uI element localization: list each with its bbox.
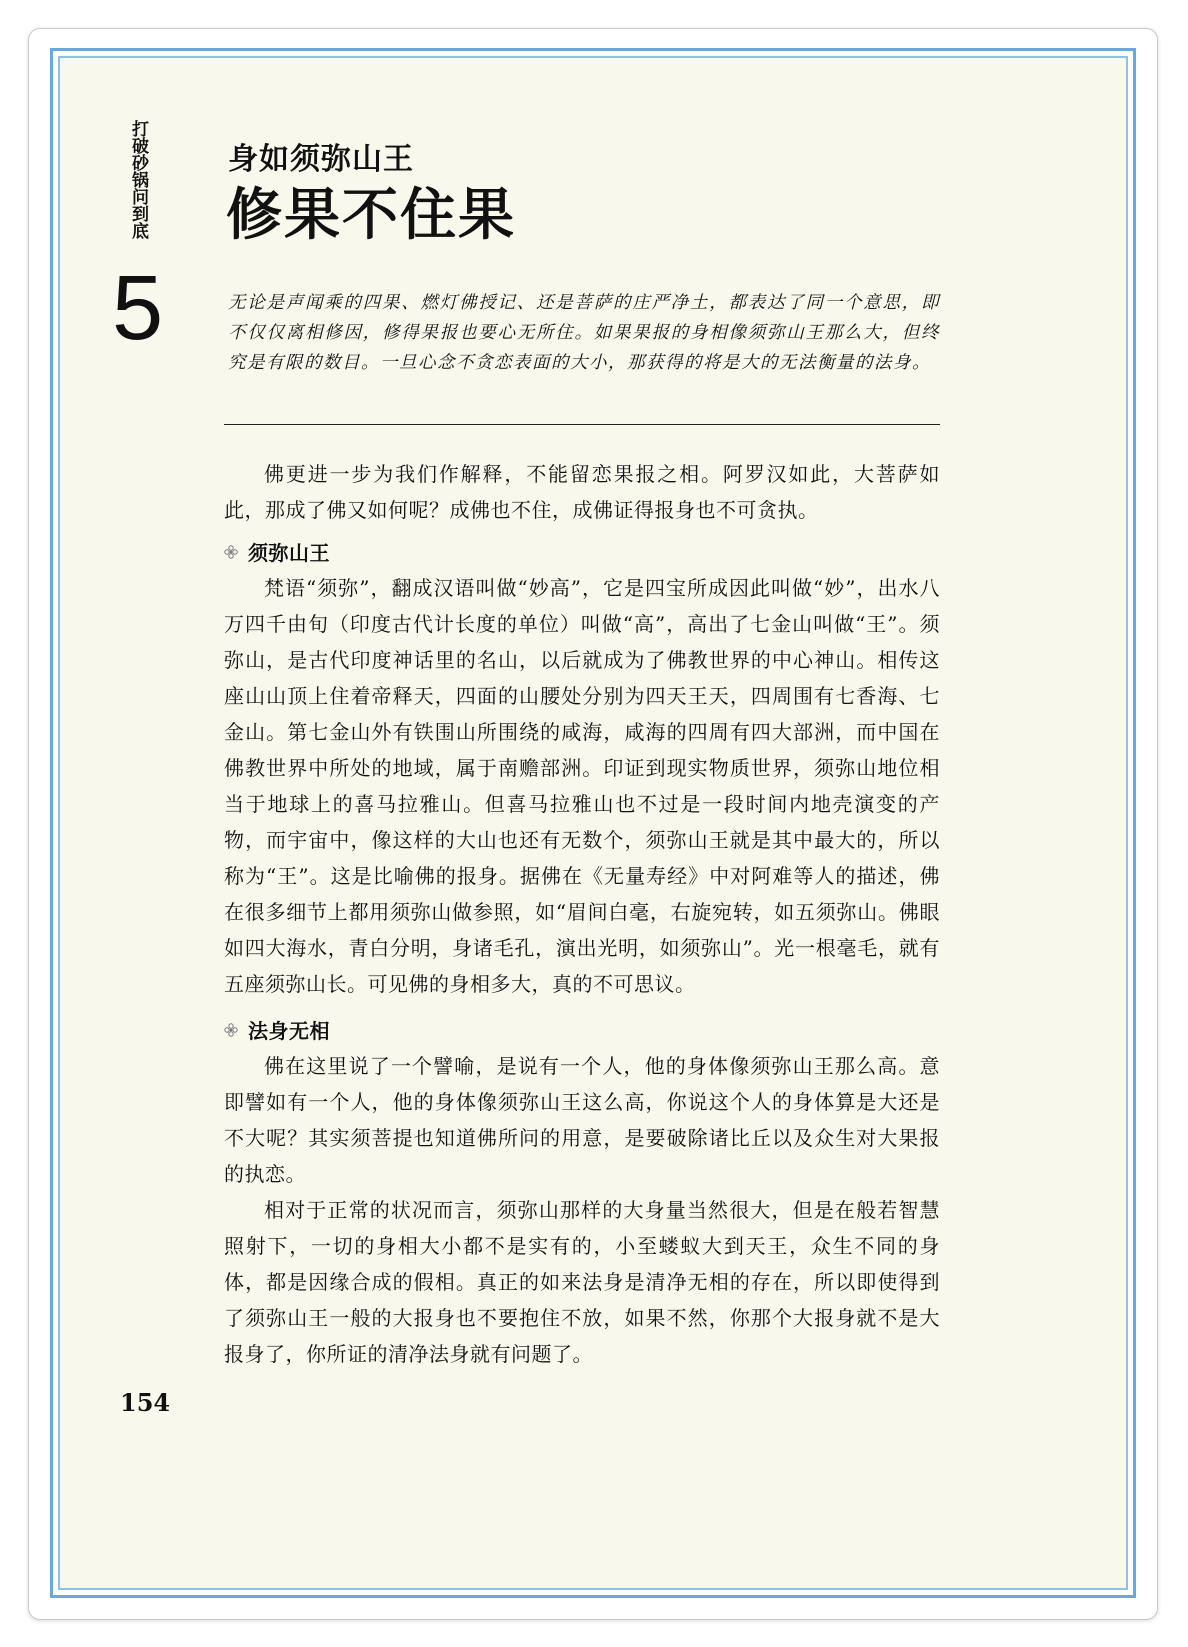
section-heading-label: 须弥山王	[248, 541, 330, 565]
flower-icon	[224, 1023, 238, 1037]
section-heading-sumeru	[224, 536, 940, 570]
intro-summary: 无论是声闻乘的四果、燃灯佛授记、还是菩萨的庄严净土，都表达了同一个意思，即不仅仅离相修因，修得果报也要心无所住。如果果报的身相像须弥山王那么大，但终究是有限的数目。一旦心念不贪恋表面的大小，那获得的将是大的无法衡量的法身。	[228, 293, 940, 373]
series-label: 打破砂锅问到底	[128, 120, 148, 239]
paragraph-dharmakaya-2: 相对于正常的状况而言，须弥山那样的大身量当然很大，但是在般若智慧照射下，一切的身相大小都不是实有的，小至蝼蚁大到天王，众生不同的身体，都是因缘合成的假相。真正的如来法身是清净无相的存在，所以即使得到了须弥山王一般的大报身也不要抱住不放，如果不然，你那个大报身就不是大报身了，你所证的清净法身就有问题了。	[224, 1198, 940, 1366]
article-body	[224, 456, 940, 1372]
section-heading-label: 法身无相	[248, 1019, 330, 1043]
section-divider	[224, 424, 940, 425]
paragraph-sumeru: 梵语“须弥”，翻成汉语叫做“妙高”，它是四宝所成因此叫做“妙”，出水八万四千由旬（印度古代计长度的单位）叫做“高”，高出了七金山叫做“王”。须弥山，是古代印度神话里的名山，以后就成为了佛教世界的中心神山。相传这座山山顶上住着帝释天，四面的山腰处分别为四天王天，四周围有七香海、七金山。第七金山外有铁围山所围绕的咸海，咸海的四周有四大部洲，而中国在佛教世界中所处的地域，属于南赡部洲。印证到现实物质世界，须弥山地位相当于地球上的喜马拉雅山。但喜马拉雅山也不过是一段时间内地壳演变的产物，而宇宙中，像这样的大山也还有无数个，须弥山王就是其中最大的，所以称为“王”。这是比喻佛的报身。据佛在《无量寿经》中对阿难等人的描述，佛在很多细节上都用须弥山做参照，如“眉间白毫，右旋宛转，如五须弥山。佛眼如四大海水，青白分明，身诸毛孔，演出光明，如须弥山”。光一根毫毛，就有五座须弥山长。可见佛的身相多大，真的不可思议。	[224, 576, 940, 996]
paragraph-opening: 佛更进一步为我们作解释，不能留恋果报之相。阿罗汉如此，大菩萨如此，那成了佛又如何呢？成佛也不住，成佛证得报身也不可贪执。	[224, 462, 940, 522]
flower-icon	[224, 545, 238, 559]
page-number: 154	[120, 1388, 171, 1417]
paragraph-dharmakaya-1: 佛在这里说了一个譬喻，是说有一个人，他的身体像须弥山王那么高。意即譬如有一个人，他的身体像须弥山王这么高，你说这个人的身体算是大还是不大呢？其实须菩提也知道佛所问的用意，是要破除诸比丘以及众生对大果报的执恋。	[224, 1054, 940, 1186]
article-title: 修果不住果	[226, 183, 516, 248]
chapter-number: 5	[112, 257, 164, 359]
article-subtitle: 身如须弥山王	[228, 142, 414, 177]
section-heading-dharmakaya	[224, 1014, 940, 1048]
